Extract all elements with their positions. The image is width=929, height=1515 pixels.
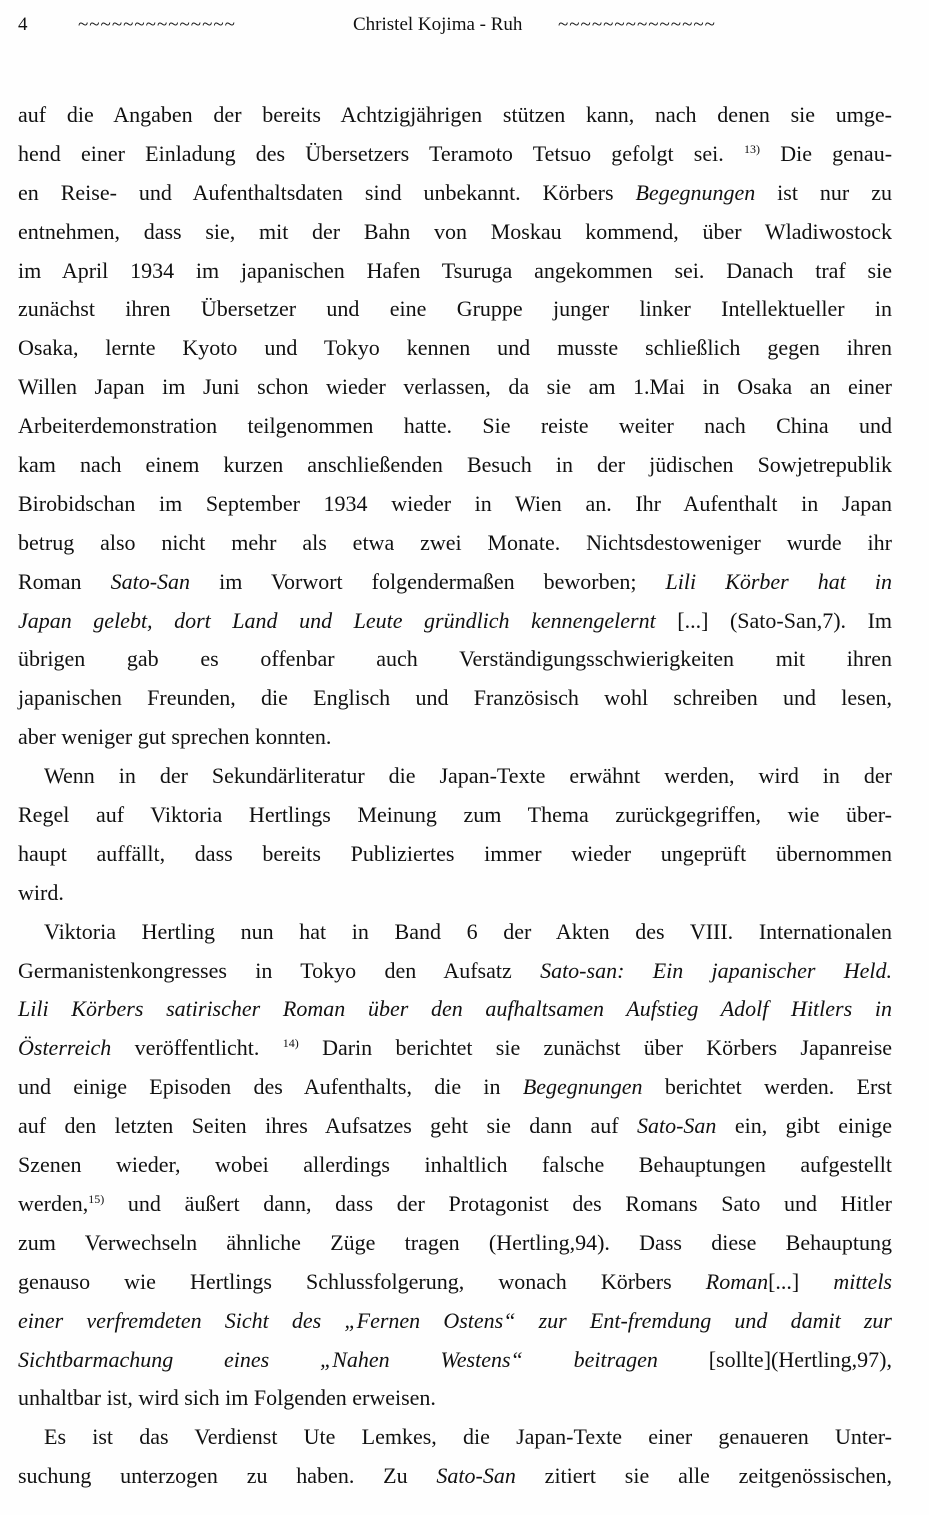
italic-title: Begegnungen	[635, 179, 756, 205]
text-line: aber weniger gut sprechen konnten.	[18, 724, 332, 750]
text-span: Germanistenkongresses in Tokyo den Aufsatz	[18, 957, 541, 983]
text-line: Wenn in der Sekundärliteratur die Japan-Texte erwähnt werden, wird in der	[44, 763, 892, 789]
italic-title: Österreich	[18, 1035, 112, 1061]
text-span: [...] (Sato-San,7). Im	[655, 607, 893, 633]
text-span: ist nur zu	[755, 179, 892, 205]
text-line: haupt auffällt, dass bereits Publiziertes immer wieder ungeprüft übernommen	[18, 840, 892, 866]
text-span: ein, gibt einige	[716, 1113, 892, 1139]
text-span: und einige Episoden des Aufenthalts, die in	[18, 1074, 523, 1100]
text-span: zitiert sie alle zeitgenössischen,	[515, 1463, 892, 1489]
footnote-marker: 13)	[743, 141, 760, 156]
text-line: japanischen Freunden, die Englisch und Französisch wohl schreiben und lesen,	[18, 685, 892, 711]
text-line	[18, 952, 892, 991]
text-line: Birobidschan im September 1934 wieder in Wien an. Ihr Aufenthalt in Japan	[18, 490, 892, 516]
text-line	[18, 1068, 892, 1107]
text-span: werden,	[18, 1190, 89, 1216]
footnote-marker: 14)	[282, 1036, 299, 1051]
italic-quote: Japan gelebt, dort Land und Leute gründlich kennengelernt	[18, 607, 656, 633]
text-line: Osaka, lernte Kyoto und Tokyo kennen und musste schließlich gegen ihren	[18, 335, 892, 361]
page-header	[18, 10, 898, 40]
text-line	[18, 1185, 892, 1224]
text-line	[18, 1029, 892, 1068]
italic-quote: mittels	[833, 1268, 892, 1294]
text-line	[18, 563, 892, 602]
italic-title: Sato-San	[110, 568, 191, 594]
text-span: auf den letzten Seiten ihres Aufsatzes geht sie dann auf	[18, 1113, 637, 1139]
running-head: Christel Kojima - Ruh	[353, 14, 523, 35]
text-line: kam nach einem kurzen anschließenden Besuch in der jüdischen Sowjetrepublik	[18, 452, 892, 478]
text-line: Viktoria Hertling nun hat in Band 6 der Akten des VIII. Internationalen	[44, 918, 892, 944]
text-line: wird.	[18, 879, 64, 905]
text-span: berichtet werden. Erst	[642, 1074, 893, 1100]
text-line: Es ist das Verdienst Ute Lemkes, die Japan-Texte einer genaueren Unter-	[44, 1424, 892, 1450]
text-span: hend einer Einladung des Übersetzers Teramoto Tetsuo gefolgt sei.	[18, 140, 724, 166]
text-line	[18, 602, 892, 641]
italic-title: Roman	[705, 1268, 769, 1294]
text-line: übrigen gab es offenbar auch Verständigungsschwierigkeiten mit ihren	[18, 646, 892, 672]
text-line: im April 1934 im japanischen Hafen Tsuruga angekommen sei. Danach traf sie	[18, 257, 892, 283]
italic-quote: Lili Körber hat in	[665, 568, 893, 594]
text-line: Szenen wieder, wobei allerdings inhaltlich falsche Behauptungen aufgestellt	[18, 1152, 892, 1178]
text-line: entnehmen, dass sie, mit der Bahn von Moskau kommend, über Wladiwostock	[18, 218, 892, 244]
body-text	[18, 96, 892, 1496]
text-line: unhaltbar ist, wird sich im Folgenden erweisen.	[18, 1385, 436, 1411]
text-line: betrug also nicht mehr als etwa zwei Monate. Nichtsdestoweniger wurde ihr	[18, 529, 892, 555]
text-span: veröffentlicht.	[111, 1035, 260, 1061]
text-line	[18, 1302, 892, 1341]
text-line: auf die Angaben der bereits Achtzigjährigen stützen kann, nach denen sie umge-	[18, 102, 892, 127]
italic-title: Sato-San	[636, 1113, 717, 1139]
page-number: 4	[18, 14, 28, 35]
text-line	[18, 174, 892, 213]
italic-title: Sato-San	[436, 1463, 516, 1489]
text-span: im Vorwort folgendermaßen beworben;	[190, 568, 666, 594]
text-span: suchung unterzogen zu haben. Zu	[18, 1463, 437, 1489]
text-span: [...]	[768, 1268, 834, 1294]
italic-quote: einer verfremdeten Sicht des „Fernen Ostens“ zur Ent-fremdung und damit zur	[18, 1307, 892, 1333]
header-ornament-left: ~~~~~~~~~~~~~~	[78, 14, 236, 35]
header-ornament-right: ~~~~~~~~~~~~~~	[558, 14, 716, 35]
text-line	[18, 1263, 892, 1302]
text-line: Willen Japan im Juni schon wieder verlassen, da sie am 1.Mai in Osaka an einer	[18, 374, 892, 400]
text-line: Regel auf Viktoria Hertlings Meinung zum Thema zurückgegriffen, wie über-	[18, 802, 892, 828]
text-span: genauso wie Hertlings Schlussfolgerung, wonach Körbers	[18, 1268, 706, 1294]
text-line	[18, 1107, 892, 1146]
text-line: Arbeiterdemonstration teilgenommen hatte. Sie reiste weiter nach China und	[18, 413, 892, 439]
footnote-marker: 15)	[88, 1191, 105, 1206]
text-span: und äußert dann, dass der Protagonist des Romans Sato und Hitler	[104, 1190, 892, 1216]
italic-title: Begegnungen	[522, 1074, 643, 1100]
italic-title: Sato-san: Ein japanischer Held.	[540, 957, 892, 983]
text-line	[18, 135, 892, 174]
text-span: Darin berichtet sie zunächst über Körbers Japanreise	[298, 1035, 893, 1061]
text-line: zum Verwechseln ähnliche Züge tragen (Hertling,94). Dass diese Behauptung	[18, 1229, 892, 1255]
text-span: en Reise- und Aufenthaltsdaten sind unbekannt. Körbers	[18, 179, 636, 205]
text-span: Die genau-	[759, 140, 893, 166]
text-line	[18, 1341, 892, 1380]
text-line	[18, 1457, 892, 1496]
italic-quote: Sichtbarmachung eines „Nahen Westens“ beitragen	[18, 1346, 658, 1372]
italic-title: Lili Körbers satirischer Roman über den aufhaltsamen Aufstieg Adolf Hitlers in	[18, 996, 892, 1022]
text-line	[18, 990, 892, 1029]
text-span: Roman	[18, 568, 111, 594]
text-line: zunächst ihren Übersetzer und eine Gruppe junger linker Intellektueller in	[18, 296, 892, 322]
text-span: [sollte](Hertling,97),	[657, 1346, 892, 1372]
